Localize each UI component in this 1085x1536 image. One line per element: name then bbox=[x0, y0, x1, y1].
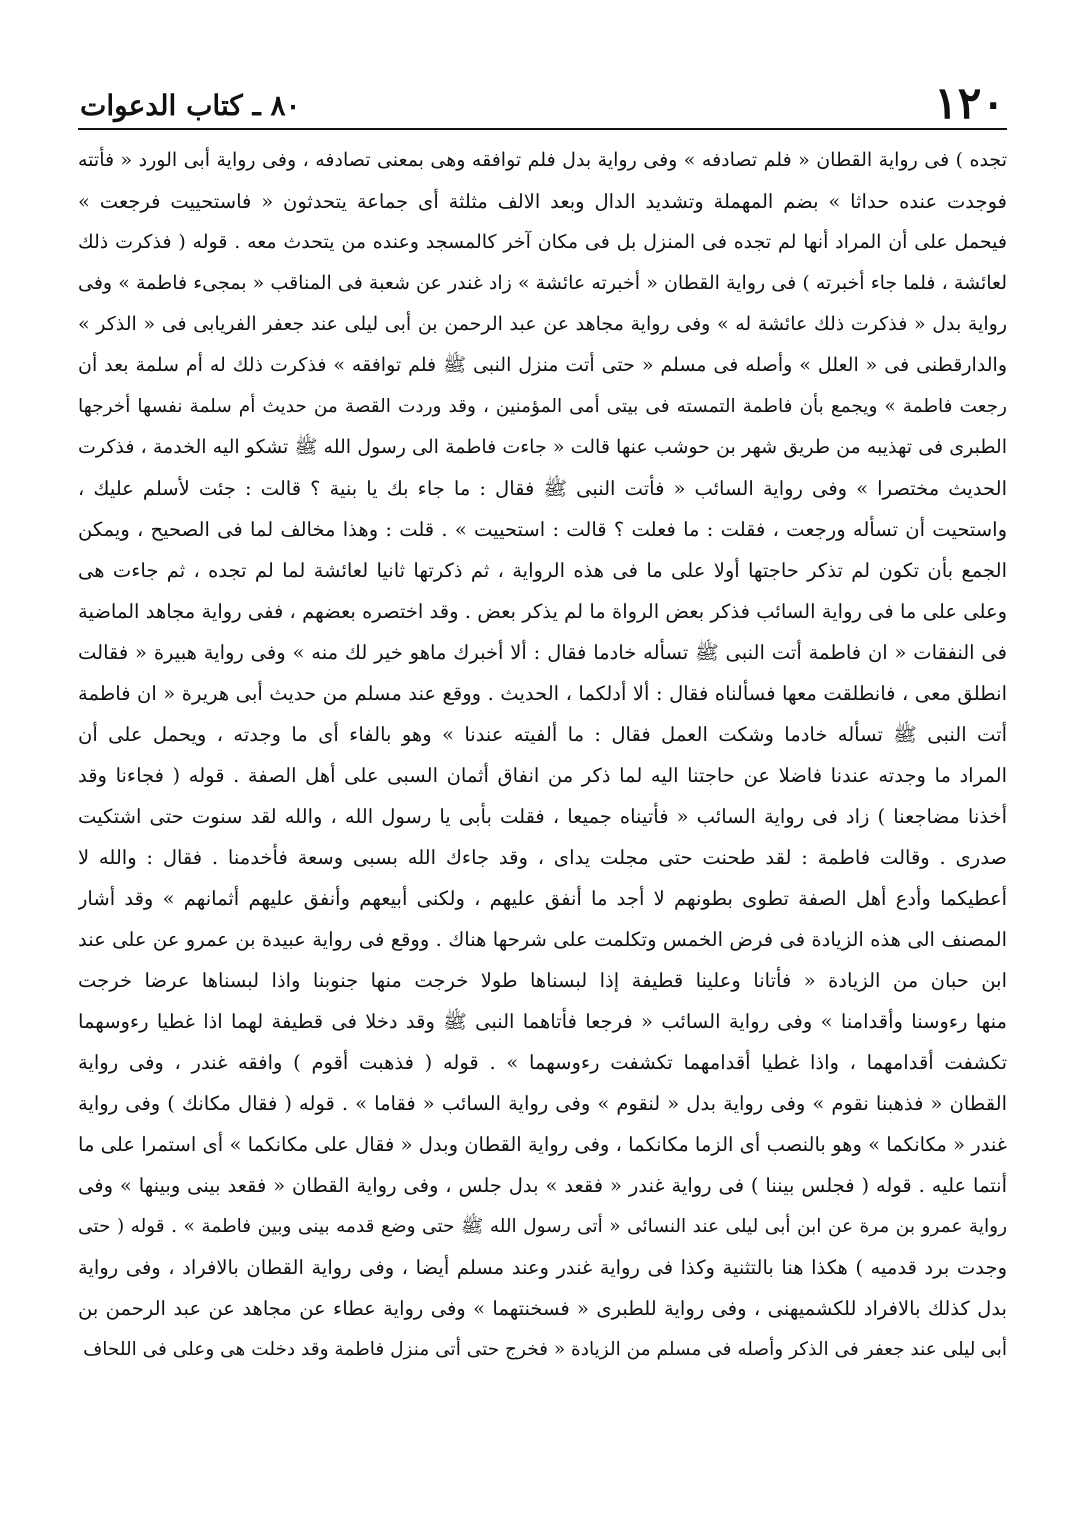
text-line: وجدت برد قدميه ) هكذا هنا بالتثنية وكذا فى رواية غندر وعند مسلم أيضا ، وفى رواية القطان بالافراد ، وفى رواية bbox=[78, 1256, 1007, 1279]
text-line: الجمع بأن تكون لم تذكر حاجتها أولا على ما فى هذه الرواية ، ثم ذكرتها ثانيا لعائشة لما لم تجده ، ثم جاءت هى bbox=[78, 559, 1007, 582]
text-line: المراد ما وجدته عندنا فاضلا عن حاجتنا اليه لما ذكر من انفاق أثمان السبى على أهل الصفة . قوله ( فجاءنا وقد bbox=[78, 764, 1007, 787]
text-line: ابن حبان من الزيادة « فأتانا وعلينا قطيفة إذا لبسناها طولا خرجت منها جنوبنا واذا لبسناها عرضا خرجت bbox=[78, 969, 1007, 992]
text-line: فوجدت عنده حداثا » بضم المهملة وتشديد الدال وبعد الالف مثلثة أى جماعة يتحدثون « فاستحييت فرجعت » bbox=[78, 190, 1007, 213]
text-line: القطان « فذهبنا نقوم » وفى رواية بدل « لنقوم » وفى رواية السائب « فقاما » . قوله ( فقال مكانك ) وفى رواية bbox=[78, 1092, 1007, 1115]
text-line: أخذنا مضاجعنا ) زاد فى رواية السائب « فأتيناه جميعا ، فقلت بأبى يا رسول الله ، والله لقد سنوت حتى اشتكيت bbox=[78, 805, 1007, 828]
text-line: فى النفقات « ان فاطمة أتت النبى ﷺ تسأله خادما فقال : ألا أخبرك ماهو خير لك منه » وفى رواية هبيرة « فقالت bbox=[78, 641, 1007, 664]
text-line: غندر « مكانكما » وهو بالنصب أى الزما مكانكما ، وفى رواية القطان وبدل « فقال على مكانكما » أى استمرا على ما bbox=[78, 1133, 1007, 1156]
text-line: صدرى . وقالت فاطمة : لقد طحنت حتى مجلت يداى ، وقد جاءك الله بسبى وسعة فأخدمنا . فقال : والله لا bbox=[78, 846, 1007, 869]
text-line: المصنف الى هذه الزيادة فى فرض الخمس وتكلمت على شرحها هناك . ووقع فى رواية عبيدة بن عمرو عن على عند bbox=[78, 928, 1007, 951]
text-line: تكشفت أقدامهما ، واذا غطيا أقدامهما تكشفت رءوسهما » . قوله ( فذهبت أقوم ) وافقه غندر ، وفى رواية bbox=[78, 1051, 1007, 1074]
text-line: الحديث مختصرا » وفى رواية السائب « فأتت النبى ﷺ فقال : ما جاء بك يا بنية ؟ قالت : جئت لأسلم عليك ، bbox=[78, 477, 1007, 500]
text-line: أبى ليلى عند جعفر فى الذكر وأصله فى مسلم من الزيادة « فخرج حتى أتى منزل فاطمة وقد دخلت هى وعلى فى اللحاف bbox=[83, 1339, 1007, 1360]
text-line: الطبرى فى تهذيبه من طريق شهر بن حوشب عنها قالت « جاءت فاطمة الى رسول الله ﷺ تشكو اليه الخدمة ، فذكرت bbox=[78, 436, 1007, 458]
text-line: تجده ) فى رواية القطان « فلم تصادفه » وفى رواية بدل فلم توافقه وهى بمعنى تصادفه ، وفى رواية أبى الورد « فأتته bbox=[78, 149, 1007, 171]
text-line: رجعت فاطمة » ويجمع بأن فاطمة التمسته فى بيتى أمى المؤمنين ، وقد وردت القصة من حديث أم سلمة نفسها أخرجها bbox=[78, 396, 1007, 417]
text-line: رواية بدل « فذكرت ذلك عائشة له » وفى رواية مجاهد عن عبد الرحمن بن أبى ليلى عند جعفر الفريابى فى « الذكر » bbox=[78, 313, 1007, 335]
text-line: والدارقطنى فى « العلل » وأصله فى مسلم « حتى أتت منزل النبى ﷺ فلم توافقه » فذكرت ذلك له أم سلمة بعد أن bbox=[78, 354, 1007, 376]
text-line: أعطيكما وأدع أهل الصفة تطوى بطونهم لا أجد ما أنفق عليهم ، ولكنى أبيعهم وأنفق عليهم أثمانهم » وقد أشار bbox=[78, 887, 1007, 910]
page-number: ١٢٠ bbox=[934, 78, 1005, 129]
text-line: انطلق معى ، فانطلقت معها فسألناه فقال : ألا أدلكما ، الحديث . ووقع عند مسلم من حديث أبى هريرة « ان فاطمة bbox=[78, 682, 1007, 705]
text-line: وعلى على ما فى رواية السائب فذكر بعض الرواة ما لم يذكر بعض . وقد اختصره بعضهم ، ففى رواية مجاهد الماضية bbox=[78, 600, 1007, 623]
running-head: ٨٠ ـ كتاب الدعوات bbox=[80, 89, 301, 122]
body-text bbox=[78, 140, 1007, 1490]
text-line: رواية عمرو بن مرة عن ابن أبى ليلى عند النسائى « أتى رسول الله ﷺ حتى وضع قدمه بينى وبين فاطمة » . قوله ( حتى bbox=[78, 1216, 1007, 1237]
text-line: واستحيت أن تسأله ورجعت ، فقلت : ما فعلت ؟ قالت : استحييت » . قلت : وهذا مخالف لما فى الصحيح ، ويمكن bbox=[78, 518, 1007, 541]
text-line: منها رءوسنا وأقدامنا » وفى رواية السائب « فرجعا فأتاهما النبى ﷺ وقد دخلا فى قطيفة لهما اذا غطيا رءوسهما bbox=[78, 1010, 1007, 1033]
text-line: أنتما عليه . قوله ( فجلس بيننا ) فى رواية غندر « فقعد » بدل جلس ، وفى رواية القطان « فقعد بينى وبينها » وفى bbox=[78, 1174, 1007, 1197]
text-line: فيحمل على أن المراد أنها لم تجده فى المنزل بل فى مكان آخر كالمسجد وعنده من يتحدث معه . قوله ( فذكرت ذلك bbox=[78, 231, 1007, 253]
text-line: أتت النبى ﷺ تسأله خادما وشكت العمل فقال : ما ألفيته عندنا » وهو بالفاء أى ما وجدته ، ويحمل على أن bbox=[78, 723, 1007, 746]
header-rule bbox=[78, 128, 1007, 130]
text-line: بدل كذلك بالافراد للكشميهنى ، وفى رواية للطبرى « فسخنتهما » وفى رواية عطاء عن مجاهد عن عبد الرحمن بن bbox=[78, 1297, 1007, 1320]
page-header bbox=[80, 70, 1005, 129]
text-line: لعائشة ، فلما جاء أخبرته ) فى رواية القطان « أخبرته عائشة » زاد غندر عن شعبة فى المناقب « بمجىء فاطمة » وفى bbox=[78, 272, 1007, 294]
